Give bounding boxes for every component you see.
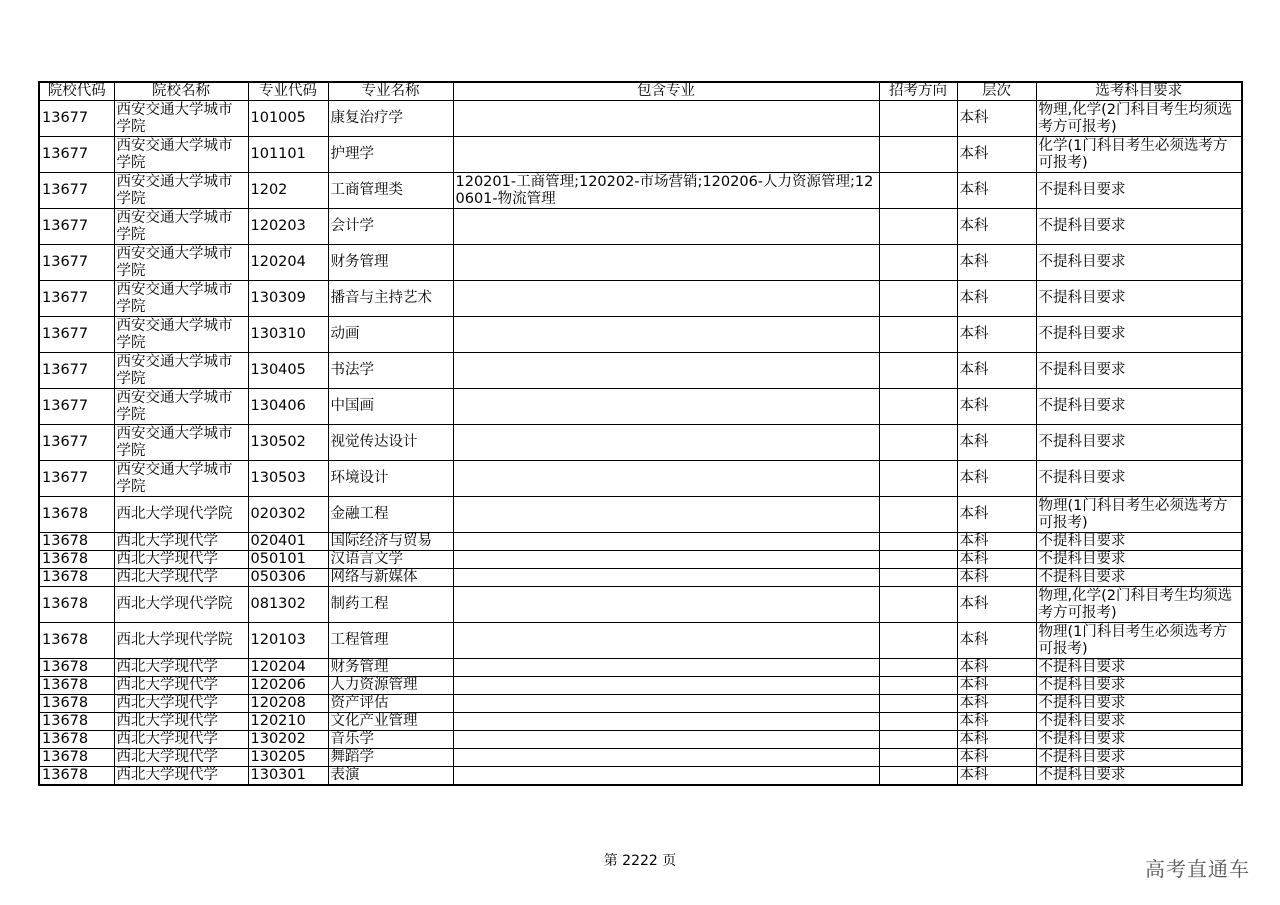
cell-school-name: 西安交通大学城市学院 (114, 245, 248, 281)
cell-school-code: 13677 (39, 317, 114, 353)
cell-school-name: 西安交通大学城市学院 (114, 461, 248, 497)
cell-school-name: 西安交通大学城市学院 (114, 209, 248, 245)
cell-school-code: 13678 (39, 551, 114, 569)
cell-included-majors (453, 317, 879, 353)
cell-included-majors (453, 353, 879, 389)
cell-level: 本科 (957, 695, 1036, 713)
cell-major-code: 120208 (248, 695, 328, 713)
table-row (39, 101, 1242, 137)
cell-major-code: 020401 (248, 533, 328, 551)
cell-included-majors (453, 497, 879, 533)
cell-major-code: 130503 (248, 461, 328, 497)
cell-major-name: 音乐学 (328, 731, 453, 749)
cell-school-code: 13677 (39, 173, 114, 209)
cell-major-code: 130502 (248, 425, 328, 461)
table-row (39, 389, 1242, 425)
cell-direction (879, 731, 957, 749)
table-row (39, 713, 1242, 731)
cell-major-code: 081302 (248, 587, 328, 623)
cell-major-name: 会计学 (328, 209, 453, 245)
cell-school-code: 13678 (39, 731, 114, 749)
cell-level: 本科 (957, 281, 1036, 317)
cell-direction (879, 425, 957, 461)
cell-included-majors: 120201-工商管理;120202-市场营销;120206-人力资源管理;120601-物流管理 (453, 173, 879, 209)
cell-subject-requirement: 不提科目要求 (1036, 281, 1242, 317)
table-row (39, 731, 1242, 749)
cell-subject-requirement: 不提科目要求 (1036, 569, 1242, 587)
cell-subject-requirement: 不提科目要求 (1036, 731, 1242, 749)
cell-major-name: 汉语言文学 (328, 551, 453, 569)
cell-major-code: 120204 (248, 659, 328, 677)
cell-major-name: 舞蹈学 (328, 749, 453, 767)
cell-level: 本科 (957, 623, 1036, 659)
cell-school-name: 西北大学现代学 (114, 749, 248, 767)
table-row (39, 587, 1242, 623)
cell-level: 本科 (957, 317, 1036, 353)
cell-level: 本科 (957, 731, 1036, 749)
cell-subject-requirement: 物理(1门科目考生必须选考方可报考) (1036, 623, 1242, 659)
cell-subject-requirement: 化学(1门科目考生必须选考方可报考) (1036, 137, 1242, 173)
cell-major-name: 动画 (328, 317, 453, 353)
cell-level: 本科 (957, 533, 1036, 551)
cell-direction (879, 749, 957, 767)
cell-school-name: 西安交通大学城市学院 (114, 281, 248, 317)
cell-direction (879, 317, 957, 353)
cell-level: 本科 (957, 497, 1036, 533)
cell-subject-requirement: 不提科目要求 (1036, 245, 1242, 281)
cell-included-majors (453, 713, 879, 731)
cell-included-majors (453, 551, 879, 569)
cell-major-code: 130301 (248, 767, 328, 786)
cell-direction (879, 389, 957, 425)
cell-school-code: 13677 (39, 245, 114, 281)
header-level: 层次 (957, 82, 1036, 101)
cell-major-code: 130202 (248, 731, 328, 749)
table-row (39, 749, 1242, 767)
cell-subject-requirement: 不提科目要求 (1036, 713, 1242, 731)
cell-subject-requirement: 不提科目要求 (1036, 533, 1242, 551)
table-row (39, 137, 1242, 173)
cell-school-name: 西安交通大学城市学院 (114, 389, 248, 425)
cell-school-name: 西北大学现代学 (114, 677, 248, 695)
header-direction: 招考方向 (879, 82, 957, 101)
cell-school-name: 西安交通大学城市学院 (114, 173, 248, 209)
table-row (39, 209, 1242, 245)
table-row (39, 695, 1242, 713)
cell-subject-requirement: 不提科目要求 (1036, 173, 1242, 209)
cell-level: 本科 (957, 569, 1036, 587)
cell-included-majors (453, 695, 879, 713)
cell-direction (879, 101, 957, 137)
cell-major-name: 制药工程 (328, 587, 453, 623)
cell-subject-requirement: 不提科目要求 (1036, 425, 1242, 461)
cell-school-code: 13677 (39, 353, 114, 389)
cell-direction (879, 137, 957, 173)
cell-direction (879, 497, 957, 533)
cell-school-name: 西北大学现代学 (114, 695, 248, 713)
cell-school-code: 13677 (39, 101, 114, 137)
cell-subject-requirement: 不提科目要求 (1036, 353, 1242, 389)
cell-included-majors (453, 569, 879, 587)
cell-major-code: 120206 (248, 677, 328, 695)
cell-major-code: 130406 (248, 389, 328, 425)
table-row (39, 425, 1242, 461)
cell-school-code: 13678 (39, 587, 114, 623)
cell-included-majors (453, 281, 879, 317)
cell-school-code: 13677 (39, 425, 114, 461)
cell-major-code: 101101 (248, 137, 328, 173)
cell-major-name: 康复治疗学 (328, 101, 453, 137)
cell-subject-requirement: 物理(1门科目考生必须选考方可报考) (1036, 497, 1242, 533)
cell-school-code: 13678 (39, 713, 114, 731)
cell-major-code: 120203 (248, 209, 328, 245)
cell-major-code: 130405 (248, 353, 328, 389)
table-row (39, 551, 1242, 569)
cell-included-majors (453, 137, 879, 173)
cell-school-name: 西北大学现代学院 (114, 587, 248, 623)
cell-direction (879, 209, 957, 245)
cell-included-majors (453, 767, 879, 786)
cell-major-name: 金融工程 (328, 497, 453, 533)
cell-major-name: 视觉传达设计 (328, 425, 453, 461)
cell-included-majors (453, 209, 879, 245)
cell-major-name: 文化产业管理 (328, 713, 453, 731)
header-school-code: 院校代码 (39, 82, 114, 101)
table-row (39, 659, 1242, 677)
cell-included-majors (453, 623, 879, 659)
cell-included-majors (453, 659, 879, 677)
cell-school-code: 13678 (39, 623, 114, 659)
cell-major-name: 书法学 (328, 353, 453, 389)
cell-major-code: 1202 (248, 173, 328, 209)
cell-subject-requirement: 不提科目要求 (1036, 317, 1242, 353)
cell-direction (879, 551, 957, 569)
cell-subject-requirement: 物理,化学(2门科目考生均须选考方可报考) (1036, 101, 1242, 137)
table-header-row (39, 82, 1242, 101)
cell-school-code: 13678 (39, 677, 114, 695)
cell-level: 本科 (957, 209, 1036, 245)
header-school-name: 院校名称 (114, 82, 248, 101)
cell-included-majors (453, 677, 879, 695)
cell-subject-requirement: 不提科目要求 (1036, 209, 1242, 245)
cell-level: 本科 (957, 659, 1036, 677)
cell-major-name: 国际经济与贸易 (328, 533, 453, 551)
cell-subject-requirement: 物理,化学(2门科目考生均须选考方可报考) (1036, 587, 1242, 623)
cell-school-name: 西安交通大学城市学院 (114, 101, 248, 137)
cell-school-code: 13678 (39, 767, 114, 786)
cell-major-name: 护理学 (328, 137, 453, 173)
cell-subject-requirement: 不提科目要求 (1036, 389, 1242, 425)
cell-included-majors (453, 101, 879, 137)
cell-level: 本科 (957, 551, 1036, 569)
cell-subject-requirement: 不提科目要求 (1036, 767, 1242, 786)
cell-school-code: 13677 (39, 461, 114, 497)
cell-school-name: 西北大学现代学院 (114, 497, 248, 533)
cell-level: 本科 (957, 389, 1036, 425)
table-row (39, 173, 1242, 209)
cell-major-name: 资产评估 (328, 695, 453, 713)
header-included-majors: 包含专业 (453, 82, 879, 101)
cell-direction (879, 245, 957, 281)
cell-school-name: 西北大学现代学 (114, 551, 248, 569)
cell-major-code: 120210 (248, 713, 328, 731)
cell-included-majors (453, 749, 879, 767)
cell-major-code: 020302 (248, 497, 328, 533)
cell-school-code: 13677 (39, 209, 114, 245)
cell-major-name: 表演 (328, 767, 453, 786)
cell-major-code: 130310 (248, 317, 328, 353)
cell-direction (879, 533, 957, 551)
table-row (39, 533, 1242, 551)
table-row (39, 497, 1242, 533)
cell-level: 本科 (957, 587, 1036, 623)
cell-major-name: 播音与主持艺术 (328, 281, 453, 317)
cell-subject-requirement: 不提科目要求 (1036, 659, 1242, 677)
cell-direction (879, 659, 957, 677)
cell-school-name: 西北大学现代学 (114, 731, 248, 749)
cell-level: 本科 (957, 101, 1036, 137)
cell-school-name: 西北大学现代学 (114, 767, 248, 786)
cell-direction (879, 623, 957, 659)
cell-school-name: 西安交通大学城市学院 (114, 353, 248, 389)
cell-level: 本科 (957, 353, 1036, 389)
cell-level: 本科 (957, 767, 1036, 786)
cell-direction (879, 695, 957, 713)
cell-direction (879, 677, 957, 695)
cell-school-code: 13677 (39, 281, 114, 317)
cell-direction (879, 569, 957, 587)
cell-subject-requirement: 不提科目要求 (1036, 749, 1242, 767)
cell-level: 本科 (957, 425, 1036, 461)
table-row (39, 569, 1242, 587)
cell-major-name: 网络与新媒体 (328, 569, 453, 587)
cell-included-majors (453, 533, 879, 551)
cell-included-majors (453, 425, 879, 461)
table-row (39, 767, 1242, 786)
cell-level: 本科 (957, 713, 1036, 731)
table-body (39, 101, 1242, 786)
cell-direction (879, 173, 957, 209)
cell-direction (879, 587, 957, 623)
cell-major-name: 工程管理 (328, 623, 453, 659)
cell-school-code: 13678 (39, 533, 114, 551)
cell-school-name: 西北大学现代学 (114, 569, 248, 587)
cell-school-name: 西安交通大学城市学院 (114, 425, 248, 461)
cell-direction (879, 713, 957, 731)
cell-school-code: 13677 (39, 389, 114, 425)
cell-level: 本科 (957, 245, 1036, 281)
cell-major-name: 人力资源管理 (328, 677, 453, 695)
cell-subject-requirement: 不提科目要求 (1036, 695, 1242, 713)
header-major-code: 专业代码 (248, 82, 328, 101)
cell-major-name: 财务管理 (328, 659, 453, 677)
cell-school-name: 西北大学现代学 (114, 659, 248, 677)
cell-level: 本科 (957, 173, 1036, 209)
admission-table (38, 81, 1243, 786)
cell-major-code: 130205 (248, 749, 328, 767)
table-row (39, 245, 1242, 281)
cell-school-code: 13678 (39, 695, 114, 713)
table-row (39, 353, 1242, 389)
cell-school-name: 西安交通大学城市学院 (114, 137, 248, 173)
cell-direction (879, 461, 957, 497)
cell-school-code: 13678 (39, 569, 114, 587)
cell-level: 本科 (957, 137, 1036, 173)
cell-school-name: 西北大学现代学院 (114, 623, 248, 659)
cell-subject-requirement: 不提科目要求 (1036, 461, 1242, 497)
table-row (39, 281, 1242, 317)
cell-included-majors (453, 389, 879, 425)
page-number: 第 2222 页 (603, 853, 677, 869)
cell-school-code: 13678 (39, 659, 114, 677)
cell-school-code: 13677 (39, 137, 114, 173)
cell-major-code: 120204 (248, 245, 328, 281)
cell-major-name: 财务管理 (328, 245, 453, 281)
cell-major-code: 050306 (248, 569, 328, 587)
cell-level: 本科 (957, 461, 1036, 497)
cell-major-name: 中国画 (328, 389, 453, 425)
cell-school-name: 西安交通大学城市学院 (114, 317, 248, 353)
cell-subject-requirement: 不提科目要求 (1036, 677, 1242, 695)
table-row (39, 677, 1242, 695)
cell-included-majors (453, 461, 879, 497)
cell-major-name: 工商管理类 (328, 173, 453, 209)
cell-major-code: 050101 (248, 551, 328, 569)
cell-direction (879, 281, 957, 317)
cell-included-majors (453, 245, 879, 281)
cell-level: 本科 (957, 749, 1036, 767)
cell-subject-requirement: 不提科目要求 (1036, 551, 1242, 569)
cell-school-code: 13678 (39, 497, 114, 533)
cell-school-code: 13678 (39, 749, 114, 767)
cell-major-code: 130309 (248, 281, 328, 317)
cell-level: 本科 (957, 677, 1036, 695)
cell-included-majors (453, 587, 879, 623)
watermark-text: 高考直通车 (1145, 857, 1250, 881)
table-row (39, 461, 1242, 497)
table-row (39, 623, 1242, 659)
cell-school-name: 西北大学现代学 (114, 533, 248, 551)
cell-direction (879, 767, 957, 786)
header-major-name: 专业名称 (328, 82, 453, 101)
cell-direction (879, 353, 957, 389)
cell-major-name: 环境设计 (328, 461, 453, 497)
cell-school-name: 西北大学现代学 (114, 713, 248, 731)
cell-major-code: 120103 (248, 623, 328, 659)
cell-included-majors (453, 731, 879, 749)
table-row (39, 317, 1242, 353)
header-subject-requirement: 选考科目要求 (1036, 82, 1242, 101)
cell-major-code: 101005 (248, 101, 328, 137)
